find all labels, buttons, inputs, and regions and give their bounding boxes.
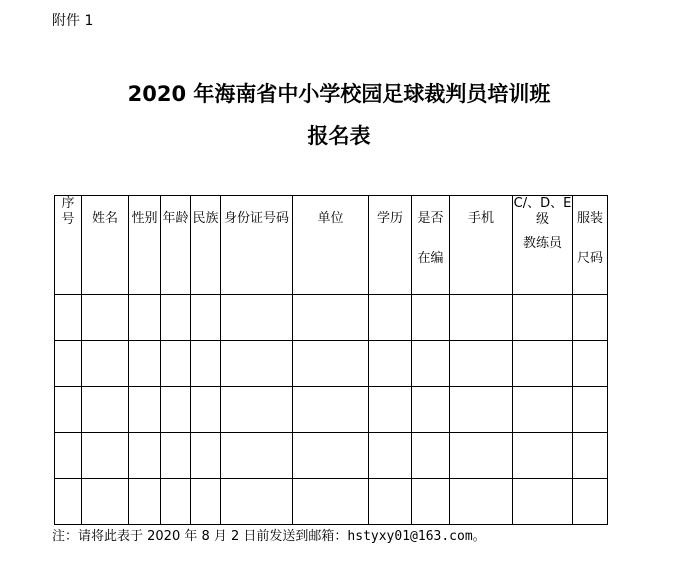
table-cell[interactable]	[513, 295, 573, 341]
header-unit: 单位	[293, 196, 369, 295]
table-cell[interactable]	[450, 433, 513, 479]
table-cell[interactable]	[450, 479, 513, 525]
table-cell[interactable]	[191, 341, 221, 387]
header-education: 学历	[369, 196, 412, 295]
table-cell[interactable]	[129, 295, 161, 341]
table-cell[interactable]	[573, 433, 608, 479]
note-text: 注：请将此表于 2020 年 8 月 2 日前发送到邮箱：	[52, 529, 348, 544]
header-text: 教练员	[522, 236, 562, 251]
header-text: 号	[61, 212, 75, 227]
table-cell[interactable]	[369, 387, 412, 433]
table-cell[interactable]	[82, 479, 129, 525]
table-cell[interactable]	[82, 433, 129, 479]
table-cell[interactable]	[513, 479, 573, 525]
table-cell[interactable]	[161, 341, 191, 387]
note-email[interactable]: hstyxy01@163.com。	[347, 529, 486, 544]
header-text: 服装	[576, 211, 603, 226]
table-cell[interactable]	[513, 387, 573, 433]
table-header-row	[55, 196, 608, 295]
header-name: 姓名	[82, 196, 129, 295]
header-text: C/、D、E	[513, 196, 572, 211]
table-cell[interactable]	[82, 341, 129, 387]
table-cell[interactable]	[293, 433, 369, 479]
registration-table	[54, 195, 608, 525]
table-cell[interactable]	[293, 295, 369, 341]
attachment-label: 附件 1	[52, 13, 94, 29]
table-cell[interactable]	[369, 295, 412, 341]
header-ethnicity: 民族	[191, 196, 221, 295]
table-cell[interactable]	[513, 433, 573, 479]
header-gender: 性别	[129, 196, 161, 295]
header-text: 级	[535, 212, 549, 227]
header-phone: 手机	[450, 196, 513, 295]
table-cell[interactable]	[82, 387, 129, 433]
header-id-number: 身份证号码	[221, 196, 293, 295]
table-row	[55, 479, 608, 525]
table-cell[interactable]	[412, 479, 450, 525]
table-cell[interactable]	[55, 433, 82, 479]
table-cell[interactable]	[369, 479, 412, 525]
table-cell[interactable]	[450, 295, 513, 341]
table-row	[55, 341, 608, 387]
table-cell[interactable]	[161, 433, 191, 479]
table-row	[55, 387, 608, 433]
table-cell[interactable]	[573, 387, 608, 433]
header-size	[573, 196, 608, 295]
table-cell[interactable]	[161, 387, 191, 433]
header-age: 年龄	[161, 196, 191, 295]
header-seq	[55, 196, 82, 295]
header-coach	[513, 196, 573, 295]
table-cell[interactable]	[221, 341, 293, 387]
table-cell[interactable]	[221, 295, 293, 341]
header-text: 序	[61, 196, 75, 211]
table-cell[interactable]	[293, 341, 369, 387]
page-title: 2020 年海南省中小学校园足球裁判员培训班	[127, 82, 551, 106]
table-row	[55, 433, 608, 479]
table-cell[interactable]	[129, 479, 161, 525]
table-cell[interactable]	[55, 341, 82, 387]
table-cell[interactable]	[412, 341, 450, 387]
table-cell[interactable]	[221, 387, 293, 433]
page-subtitle: 报名表	[307, 124, 371, 148]
table-cell[interactable]	[450, 341, 513, 387]
header-text: 尺码	[576, 251, 603, 266]
table-cell[interactable]	[412, 387, 450, 433]
table-cell[interactable]	[293, 387, 369, 433]
table-cell[interactable]	[191, 387, 221, 433]
table-cell[interactable]	[573, 479, 608, 525]
table-cell[interactable]	[221, 479, 293, 525]
table-cell[interactable]	[293, 479, 369, 525]
table-cell[interactable]	[369, 433, 412, 479]
table-cell[interactable]	[129, 387, 161, 433]
table-cell[interactable]	[161, 295, 191, 341]
table-row	[55, 295, 608, 341]
table-cell[interactable]	[82, 295, 129, 341]
table-cell[interactable]	[369, 341, 412, 387]
table-cell[interactable]	[412, 295, 450, 341]
table-cell[interactable]	[412, 433, 450, 479]
table-cell[interactable]	[191, 295, 221, 341]
table-cell[interactable]	[161, 479, 191, 525]
table-cell[interactable]	[573, 341, 608, 387]
table-cell[interactable]	[513, 341, 573, 387]
header-text: 在编	[417, 251, 444, 266]
table-cell[interactable]	[573, 295, 608, 341]
header-staff	[412, 196, 450, 295]
table-cell[interactable]	[191, 433, 221, 479]
table-cell[interactable]	[129, 341, 161, 387]
table-cell[interactable]	[450, 387, 513, 433]
header-text: 是否	[417, 211, 444, 226]
footnote	[52, 525, 486, 544]
table-cell[interactable]	[129, 433, 161, 479]
table-cell[interactable]	[55, 295, 82, 341]
table-cell[interactable]	[221, 433, 293, 479]
table-cell[interactable]	[55, 387, 82, 433]
table-cell[interactable]	[191, 479, 221, 525]
table-cell[interactable]	[55, 479, 82, 525]
